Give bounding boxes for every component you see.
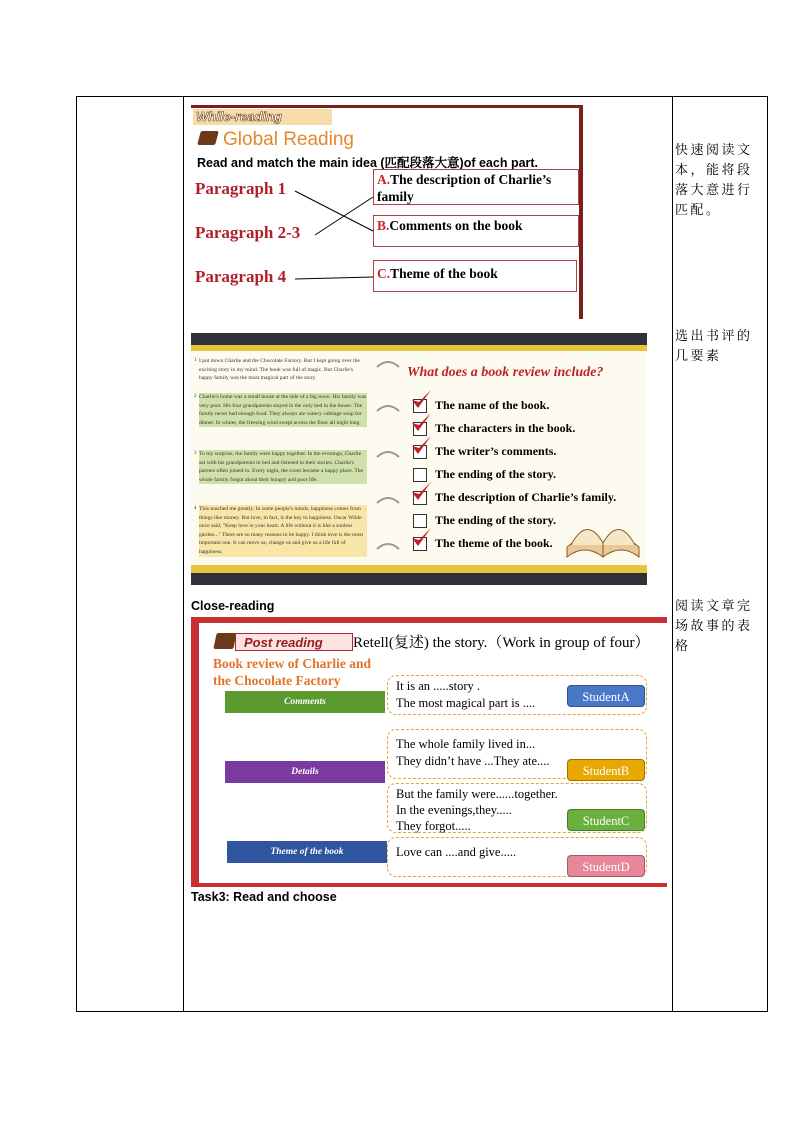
ear-icon <box>375 449 401 459</box>
match-lines <box>191 105 583 319</box>
column-divider <box>183 97 184 1011</box>
text-paragraph-3: 3 To my surprise, the family were happy together. In the evenings, Charlie sat with his grandparents in bed and listened to their stories. Charlie's parents often joined in. Every night, the room became a happy place. The whole family forgot about their hungry and poor life. <box>199 450 367 484</box>
checkmark-icon <box>410 388 432 410</box>
retell-instruction: Retell(复述) the story.（Work in group of four） <box>353 635 650 651</box>
checkbox[interactable] <box>413 491 427 505</box>
detail-box-b: The whole family lived in... They didn’t have ...They ate.... <box>387 729 647 779</box>
note-2: 选出书评的几要素 <box>675 329 753 364</box>
text-paragraph-4: 4 This touched me greatly. In some people's minds, happiness comes from things like money. But love, in fact, is the key to happiness. Oscar Wilde once said, "Keep love in your heart. A life without it is like a sunless garden..." There are so many reasons to be happy. I think love is the most important one. It can move us, change us and give us a life full of happiness. <box>199 505 367 557</box>
checkbox[interactable] <box>413 445 427 459</box>
checklist-item: The description of Charlie’s family. <box>435 490 617 504</box>
checkmark-icon <box>410 480 432 502</box>
review-question: What does a book review include? <box>407 365 604 380</box>
slide-post-reading <box>191 617 667 887</box>
option-b: B.Comments on the book <box>373 215 579 247</box>
book-icon <box>563 507 643 563</box>
student-c-tag: StudentC <box>567 809 645 831</box>
ear-icon <box>375 359 401 369</box>
chocolate-icon <box>213 633 236 649</box>
close-reading-label: Close-reading <box>191 599 275 613</box>
post-reading-banner: Post reading <box>235 633 353 651</box>
theme-label: Theme of the book <box>227 841 387 863</box>
checklist-item: The ending of the story. <box>435 467 557 481</box>
slide-book-review-elements <box>191 333 647 585</box>
note-3: 阅读文章完场故事的表格 <box>675 599 753 654</box>
checklist-item: The ending of the story. <box>435 513 557 527</box>
paragraph-label: Paragraph 4 <box>195 267 287 286</box>
details-label: Details <box>225 761 385 783</box>
lesson-table <box>76 96 768 1012</box>
comments-label: Comments <box>225 691 385 713</box>
checklist-item: The name of the book. <box>435 398 550 412</box>
note-1: 快速阅读文本，能将段落大意进行匹配。 <box>675 143 753 218</box>
option-c: C.Theme of the book <box>373 260 577 292</box>
checklist-item: The writer’s comments. <box>435 444 557 458</box>
detail-box-c: But the family were......together. In the evenings,they..... They forgot..... <box>387 783 647 833</box>
student-a-tag: StudentA <box>567 685 645 707</box>
ear-icon <box>375 495 401 505</box>
match-instruction: Read and match the main idea (匹配段落大意)of each part. <box>197 156 539 170</box>
checkmark-icon <box>410 411 432 433</box>
ear-icon <box>375 403 401 413</box>
student-b-tag: StudentB <box>567 759 645 781</box>
student-d-tag: StudentD <box>567 855 645 877</box>
checkmark-icon <box>410 434 432 456</box>
theme-box-d: Love can ....and give..... <box>387 837 647 877</box>
column-divider <box>672 97 673 1011</box>
slide-global-reading <box>191 105 583 319</box>
option-a: A.The description of Charlie’s family <box>373 169 579 205</box>
paragraph-label: Paragraph 1 <box>195 179 287 198</box>
text-paragraph-1: 1 I put down Charlie and the Chocolate Factory. But I kept going over the exciting story in my mind. The book was full of magic. But Charlie's happy family was the most magical part of the story. <box>194 358 360 381</box>
checkbox[interactable] <box>413 537 427 551</box>
text-paragraph-2: 2 Charlie's home was a small house at the side of a big town. His family was very poor. His four grandparents stayed in the only bed in the house. The family never had enough food. They always ate watery cabbage soup for dinner. In winter, the freezing wind swept across the floor all night long. <box>194 394 367 426</box>
task3-label: Task3: Read and choose <box>191 890 337 904</box>
checklist-item: The theme of the book. <box>435 536 553 550</box>
ear-icon <box>375 541 401 551</box>
global-reading-heading: Global Reading <box>223 129 354 150</box>
checklist-item: The characters in the book. <box>435 421 576 435</box>
checkmark-icon <box>410 526 432 548</box>
while-reading-banner: While-reading <box>193 109 332 125</box>
comment-box-a: It is an .....story . The most magical part is .... <box>387 675 647 715</box>
book-review-title: Book review of Charlie and the Chocolate Factory <box>213 656 371 688</box>
paragraph-label: Paragraph 2-3 <box>195 223 301 242</box>
